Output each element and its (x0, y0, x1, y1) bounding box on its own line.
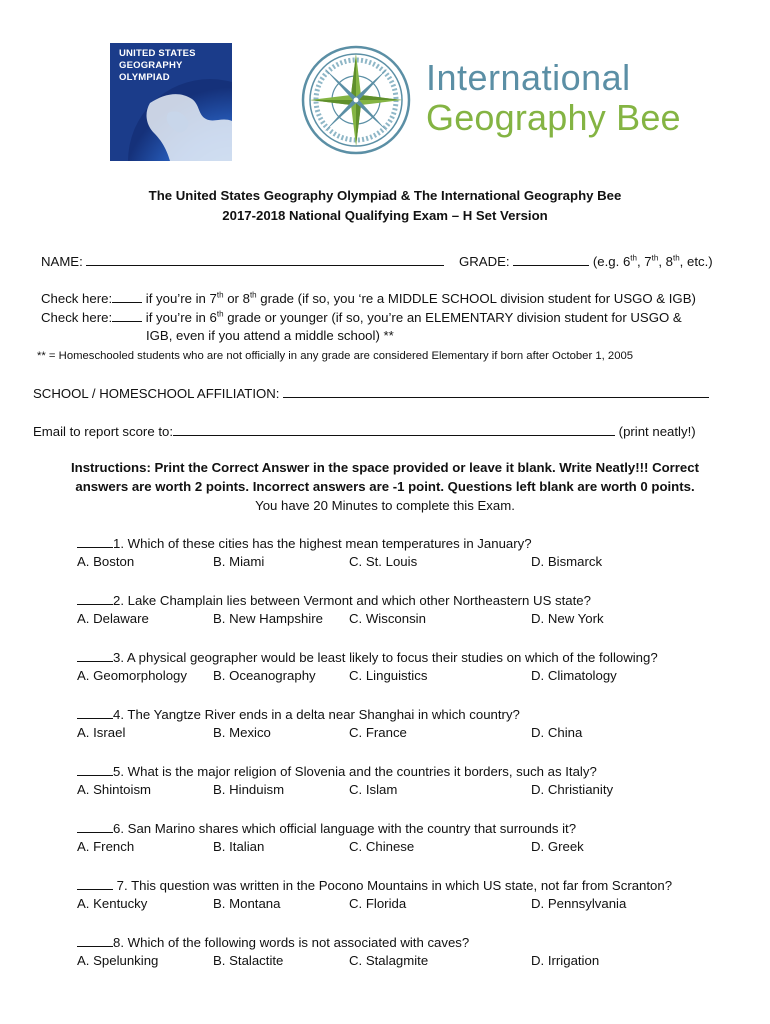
compass-rose-icon (300, 44, 412, 156)
answer-option-b: B. Montana (213, 896, 281, 911)
check-middle-text: if you’re in 7th or 8th grade (if so, you ‘re a MIDDLE SCHOOL division student for USGO & IGB) (145, 290, 696, 306)
school-field[interactable] (283, 385, 709, 398)
answer-option-c: C. France (349, 725, 407, 740)
answer-option-d: D. Greek (531, 839, 584, 854)
usgo-logo (110, 43, 232, 161)
check-elementary-text: if you’re in 6th grade or younger (if so, you’re an ELEMENTARY division student for USGO & (145, 309, 682, 325)
answer-option-c: C. Linguistics (349, 668, 428, 683)
question-text: 7. This question was written in the Pocono Mountains in which US state, not far from Scranton? (113, 878, 673, 893)
question-text: 2. Lake Champlain lies between Vermont and which other Northeastern US state? (113, 593, 591, 608)
exam-title: The United States Geography Olympiad & The International Geography Bee (148, 188, 622, 203)
answer-option-b: B. Oceanography (213, 668, 316, 683)
answer-option-a: A. Delaware (77, 611, 149, 626)
question-line (77, 877, 672, 893)
answer-option-c: C. Islam (349, 782, 398, 797)
usgo-wordmark (119, 48, 232, 84)
instructions-line2: answers are worth 2 points. Incorrect answers are -1 point. Questions left blank are worth 0 points. (75, 479, 695, 494)
check-middle-row (41, 290, 696, 306)
grade-field[interactable] (513, 253, 589, 266)
question-line (77, 763, 597, 779)
answer-option-a: A. Israel (77, 725, 126, 740)
homeschool-note: ** = Homeschooled students who are not officially in any grade are considered Elementary if born after October 1, 2005 (37, 350, 634, 362)
check-elementary-field[interactable] (112, 309, 142, 322)
answer-option-a: A. Kentucky (77, 896, 148, 911)
answer-option-a: A. Shintoism (77, 782, 152, 797)
check-label: Check here: (41, 291, 113, 306)
answer-option-d: D. Pennsylvania (531, 896, 627, 911)
answer-blank[interactable] (77, 592, 113, 605)
grade-hint: (e.g. 6th, 7th, 8th, etc.) (592, 253, 713, 269)
igb-title: International (426, 57, 631, 98)
check-middle-field[interactable] (112, 290, 142, 303)
question-line (77, 592, 591, 608)
answer-option-c: C. Wisconsin (349, 611, 426, 626)
question-line (77, 535, 532, 551)
answer-option-b: B. Italian (213, 839, 265, 854)
check-elementary-row (41, 309, 682, 325)
instructions-line1: Instructions: Print the Correct Answer in the space provided or leave it blank. Write Neatly!!! Correct (70, 460, 699, 475)
answer-option-a: A. Spelunking (77, 953, 159, 968)
name-field[interactable] (86, 253, 444, 266)
answer-option-d: D. China (531, 725, 583, 740)
question-text: 3. A physical geographer would be least likely to focus their studies on which of the following? (113, 650, 658, 665)
answer-option-c: C. Florida (349, 896, 407, 911)
answer-option-d: D. Irrigation (531, 953, 600, 968)
answer-blank[interactable] (77, 763, 113, 776)
answer-blank[interactable] (77, 535, 113, 548)
answer-option-d: D. New York (531, 611, 604, 626)
email-field[interactable] (173, 423, 615, 436)
question-text: 8. Which of the following words is not associated with caves? (113, 935, 470, 950)
igb-subtitle: Geography Bee (426, 97, 681, 138)
question-line (77, 649, 658, 665)
answer-option-d: D. Bismarck (531, 554, 603, 569)
answer-blank[interactable] (77, 934, 113, 947)
question-text: 4. The Yangtze River ends in a delta near Shanghai in which country? (113, 707, 520, 722)
question-text: 5. What is the major religion of Slovenia and the countries it borders, such as Italy? (113, 764, 597, 779)
question-line (77, 706, 520, 722)
answer-option-b: B. Miami (213, 554, 265, 569)
answer-blank[interactable] (77, 706, 113, 719)
question-line (77, 820, 576, 836)
answer-option-b: B. New Hampshire (213, 611, 323, 626)
answer-option-b: B. Mexico (213, 725, 271, 740)
grade-row (459, 253, 713, 269)
usgo-line1: UNITED STATES (119, 48, 196, 59)
usgo-line2: GEOGRAPHY OLYMPIAD (119, 60, 183, 83)
answer-option-c: C. St. Louis (349, 554, 418, 569)
check-label: Check here: (41, 310, 113, 325)
answer-blank[interactable] (77, 877, 113, 890)
email-label: Email to report score to: (33, 424, 173, 439)
answer-option-d: D. Climatology (531, 668, 617, 683)
question-text: 6. San Marino shares which official language with the country that surrounds it? (113, 821, 577, 836)
answer-option-b: B. Stalactite (213, 953, 284, 968)
answer-blank[interactable] (77, 820, 113, 833)
email-row (33, 423, 696, 439)
answer-option-a: A. French (77, 839, 135, 854)
school-label: SCHOOL / HOMESCHOOL AFFILIATION: (33, 386, 280, 401)
answer-option-a: A. Boston (77, 554, 135, 569)
school-row (33, 385, 709, 401)
answer-blank[interactable] (77, 649, 113, 662)
exam-subtitle: 2017-2018 National Qualifying Exam – H Set Version (222, 208, 548, 223)
grade-label: GRADE: (459, 254, 510, 269)
answer-option-b: B. Hinduism (213, 782, 285, 797)
answer-option-d: D. Christianity (531, 782, 614, 797)
answer-option-c: C. Stalagmite (349, 953, 429, 968)
answer-option-a: A. Geomorphology (77, 668, 187, 683)
answer-option-c: C. Chinese (349, 839, 415, 854)
email-hint: (print neatly!) (618, 424, 696, 439)
check-elementary-line2: IGB, even if you attend a middle school) ** (146, 328, 394, 343)
instructions-line3: You have 20 Minutes to complete this Exam. (255, 498, 515, 513)
question-text: 1. Which of these cities has the highest mean temperatures in January? (113, 536, 532, 551)
name-row (41, 253, 444, 269)
question-line (77, 934, 469, 950)
name-label: NAME: (41, 254, 83, 269)
